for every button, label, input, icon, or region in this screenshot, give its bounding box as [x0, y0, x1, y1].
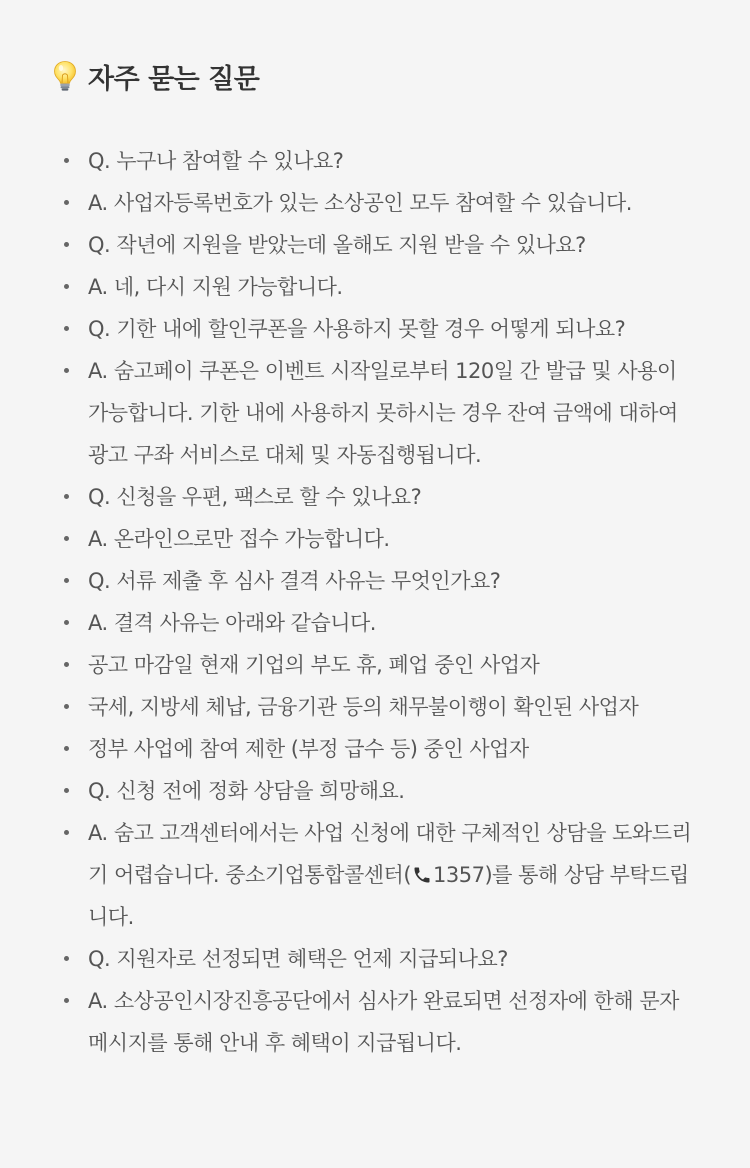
- faq-item-text: Q. 신청을 우편, 팩스로 할 수 있나요?: [88, 485, 422, 509]
- faq-list: [0, 140, 750, 1064]
- faq-item-4: [0, 266, 750, 308]
- faq-item-12: [0, 686, 750, 728]
- faq-item-text-before: A. 숨고 고객센터에서는 사업 신청에 대한 구체적인 상담을 도와드리기 어렵습니다. 중소기업통합콜센터(: [88, 821, 692, 887]
- bullet: [64, 494, 69, 499]
- faq-title: 자주 묻는 질문: [88, 63, 260, 95]
- faq-item-8: [0, 518, 750, 560]
- faq-item-text: A. 소상공인시장진흥공단에서 심사가 완료되면 선정자에 한해 문자 메시지를 통해 안내 후 혜택이 지급됩니다.: [88, 989, 679, 1055]
- faq-item-1: [0, 140, 750, 182]
- faq-item-text: 정부 사업에 참여 제한 (부정 급수 등) 중인 사업자: [88, 737, 529, 761]
- faq-item-text: Q. 신청 전에 정화 상담을 희망해요.: [88, 779, 405, 803]
- faq-item-text: A. 네, 다시 지원 가능합니다.: [88, 275, 343, 299]
- faq-item-10: [0, 602, 750, 644]
- faq-item-2: [0, 182, 750, 224]
- faq-item-text: Q. 서류 제출 후 심사 결격 사유는 무엇인가요?: [88, 569, 501, 593]
- faq-item-text: A. 숨고페이 쿠폰은 이벤트 시작일로부터 120일 간 발급 및 사용이 가능합니다. 기한 내에 사용하지 못하시는 경우 잔여 금액에 대하여 광고 구좌 서비스로 대체 및 자동집행됩니다.: [88, 359, 678, 467]
- faq-item-text-after: )를 통해 상담 부탁드립니다.: [88, 863, 689, 929]
- phone-number: 1357: [433, 863, 485, 887]
- faq-item-text: A. 사업자등록번호가 있는 소상공인 모두 참여할 수 있습니다.: [88, 191, 632, 215]
- faq-item-13: [0, 728, 750, 770]
- faq-item-11: [0, 644, 750, 686]
- bullet: [64, 578, 69, 583]
- faq-item-text: Q. 작년에 지원을 받았는데 올해도 지원 받을 수 있나요?: [88, 233, 586, 257]
- lightbulb-icon: [52, 60, 78, 92]
- faq-item-17: [0, 980, 750, 1064]
- faq-heading: [52, 56, 750, 96]
- faq-item-6: [0, 350, 750, 476]
- faq-item-14: [0, 770, 750, 812]
- bullet: [64, 956, 69, 961]
- bullet: [64, 830, 69, 835]
- faq-item-text: A. 결격 사유는 아래와 같습니다.: [88, 611, 376, 635]
- faq-item-5: [0, 308, 750, 350]
- faq-item-16: [0, 938, 750, 980]
- bullet: [64, 998, 69, 1003]
- faq-item-15: [0, 812, 750, 938]
- faq-item-9: [0, 560, 750, 602]
- bullet: [64, 662, 69, 667]
- bullet: [64, 242, 69, 247]
- faq-item-text: 국세, 지방세 체납, 금융기관 등의 채무불이행이 확인된 사업자: [88, 695, 639, 719]
- bullet: [64, 158, 69, 163]
- faq-item-text: Q. 누구나 참여할 수 있나요?: [88, 149, 344, 173]
- faq-item-text: 공고 마감일 현재 기업의 부도 휴, 폐업 중인 사업자: [88, 653, 540, 677]
- faq-item-text: Q. 지원자로 선정되면 혜택은 언제 지급되나요?: [88, 947, 508, 971]
- bullet: [64, 788, 69, 793]
- bullet: [64, 704, 69, 709]
- faq-item-text: Q. 기한 내에 할인쿠폰을 사용하지 못할 경우 어떻게 되나요?: [88, 317, 626, 341]
- bullet: [64, 368, 69, 373]
- bullet: [64, 284, 69, 289]
- phone-icon: [412, 865, 432, 885]
- bullet: [64, 326, 69, 331]
- bullet: [64, 536, 69, 541]
- bullet: [64, 746, 69, 751]
- faq-item-7: [0, 476, 750, 518]
- bullet: [64, 200, 69, 205]
- bullet: [64, 620, 69, 625]
- faq-item-text: A. 온라인으로만 접수 가능합니다.: [88, 527, 390, 551]
- faq-item-3: [0, 224, 750, 266]
